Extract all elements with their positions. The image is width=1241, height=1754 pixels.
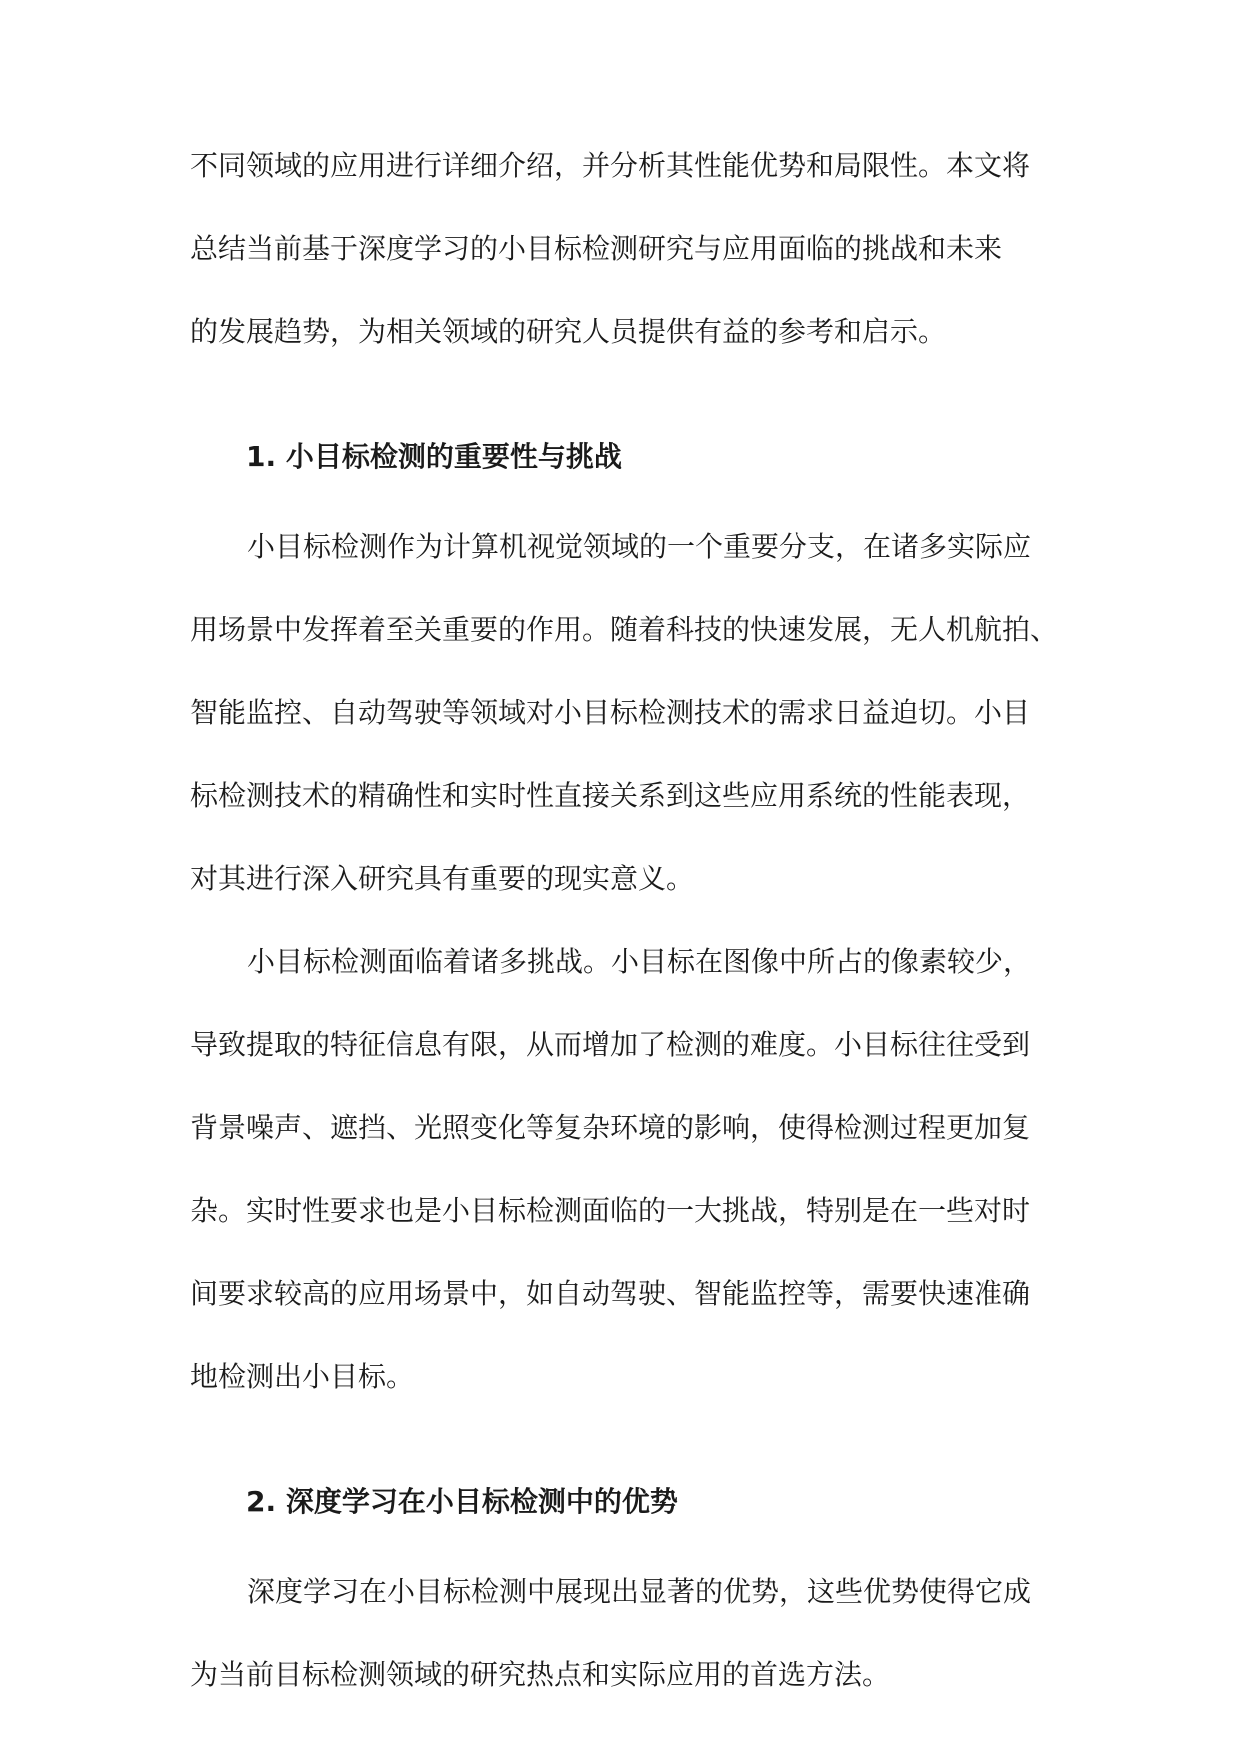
intro-line-3: 的发展趋势，为相关领域的研究人员提供有益的参考和启示。 xyxy=(190,315,947,348)
section-2-heading: 2. 深度学习在小目标检测中的优势 xyxy=(246,1485,678,1518)
section-1-p2-line-3: 背景噪声、遮挡、光照变化等复杂环境的影响，使得检测过程更加复 xyxy=(190,1111,1031,1144)
intro-line-1: 不同领域的应用进行详细介绍，并分析其性能优势和局限性。本文将 xyxy=(190,149,1031,182)
section-2-p1-line-2: 为当前目标检测领域的研究热点和实际应用的首选方法。 xyxy=(190,1658,891,1691)
intro-paragraph xyxy=(190,148,1055,394)
section-1-p1-line-1: 小目标检测作为计算机视觉领域的一个重要分支，在诸多实际应 xyxy=(247,530,1032,563)
spacer xyxy=(190,1439,1055,1484)
section-1-p2-line-4: 杂。实时性要求也是小目标检测面临的一大挑战，特别是在一些对时 xyxy=(190,1194,1031,1227)
document-body xyxy=(190,148,1059,1740)
section-1-heading: 1. 小目标检测的重要性与挑战 xyxy=(246,440,622,473)
section-1-p2-line-1: 小目标检测面临着诸多挑战。小目标在图像中所占的像素较少， xyxy=(247,945,1032,978)
section-1-p1-line-5: 对其进行深入研究具有重要的现实意义。 xyxy=(190,862,695,895)
section-1-p2-line-6: 地检测出小目标。 xyxy=(190,1360,415,1393)
section-1-p2-line-5: 间要求较高的应用场景中，如自动驾驶、智能监控等，需要快速准确 xyxy=(190,1277,1031,1310)
intro-line-2: 总结当前基于深度学习的小目标检测研究与应用面临的挑战和未来 xyxy=(190,232,1003,265)
section-2-paragraph-1 xyxy=(190,1574,1055,1740)
section-1-paragraph-2 xyxy=(190,944,1055,1439)
section-2-p1-line-1: 深度学习在小目标检测中展现出显著的优势，这些优势使得它成 xyxy=(247,1575,1032,1608)
section-1-p1-line-2: 用场景中发挥着至关重要的作用。随着科技的快速发展，无人机航拍、 xyxy=(190,613,1059,646)
section-1-p2-line-2: 导致提取的特征信息有限，从而增加了检测的难度。小目标往往受到 xyxy=(190,1028,1031,1061)
section-1-p1-line-4: 标检测技术的精确性和实时性直接关系到这些应用系统的性能表现， xyxy=(190,779,1031,812)
spacer xyxy=(190,394,1055,439)
section-1-p1-line-3: 智能监控、自动驾驶等领域对小目标检测技术的需求日益迫切。小目 xyxy=(190,696,1031,729)
section-1-paragraph-1 xyxy=(190,529,1059,944)
